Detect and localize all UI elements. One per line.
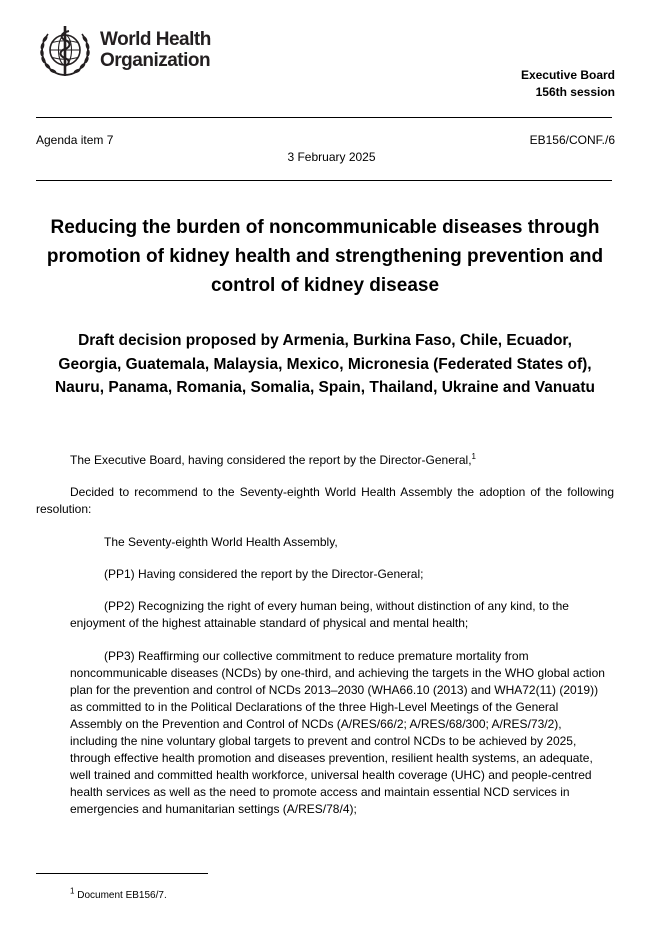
org-name (100, 29, 211, 71)
document-reference: EB156/CONF./6 (529, 133, 615, 147)
footnote-mark: 1 (70, 886, 75, 896)
org-name-line-2: Organization (100, 50, 211, 71)
footnote-text: Document EB156/7. (77, 890, 167, 901)
who-logo (36, 22, 226, 78)
board-name: Executive Board (520, 68, 615, 82)
session-name: 156th session (535, 85, 615, 99)
org-name-line-1: World Health (100, 29, 211, 50)
document-title: Reducing the burden of noncommunicable diseases through promotion of kidney health and strengthening prevention and control of kidney disease (46, 217, 604, 296)
header-rule-top (36, 117, 612, 118)
document-date: 3 February 2025 (287, 150, 376, 164)
agenda-item: Agenda item 7 (36, 133, 114, 147)
footnote (70, 886, 167, 903)
pp2-paragraph: (PP2) Recognizing the right of every human being, without distinction of any kind, to the enjoyment of the highest attainable standard of physical and mental health; (70, 599, 569, 630)
assembly-paragraph: The Seventy-eighth World Health Assembly, (104, 535, 338, 549)
pp1-paragraph: (PP1) Having considered the report by the Director-General; (104, 567, 424, 581)
footnote-reference[interactable]: 1 (471, 452, 476, 461)
intro-paragraph (70, 452, 614, 469)
document-subtitle: Draft decision proposed by Armenia, Burkina Faso, Chile, Ecuador, Georgia, Guatemala, Malaysia, Mexico, Micronesia (Federated States of), Nauru, Panama, Romania, Somalia, Spain, Thailand, Ukraine and Vanuatu (54, 332, 596, 396)
who-emblem-icon (36, 22, 94, 78)
pp3-paragraph: (PP3) Reaffirming our collective commitment to reduce premature mortality from noncommunicable diseases (NCDs) by one-third, and achieving the targets in the WHO global action plan for the prevention and control of NCDs 2013–2030 (WHA66.10 (2013) and WHA72(11) (2019)) as committed to in the Political Declarations of the three High-Level Meetings of the General Assembly on the Prevention and Control of NCDs (A/RES/66/2; A/RES/68/300; A/RES/73/2), including the nine voluntary global targets to prevent and control NCDs to be achieved by 2025, through effective health promotion and diseases prevention, resilient health systems, an adequate, well trained and committed health workforce, universal health coverage (UHC) and people-centred health services as well as the need to promote access and maintain essential NCD services in emergencies and humanitarian settings (A/RES/78/4); (70, 649, 605, 816)
footnote-rule (36, 873, 208, 874)
intro-text: The Executive Board, having considered the report by the Director-General, (70, 453, 472, 467)
header-rule-bottom (36, 180, 612, 181)
board-meta (521, 67, 615, 101)
decision-paragraph: Decided to recommend to the Seventy-eighth World Health Assembly the adoption of the following resolution: (36, 485, 614, 516)
